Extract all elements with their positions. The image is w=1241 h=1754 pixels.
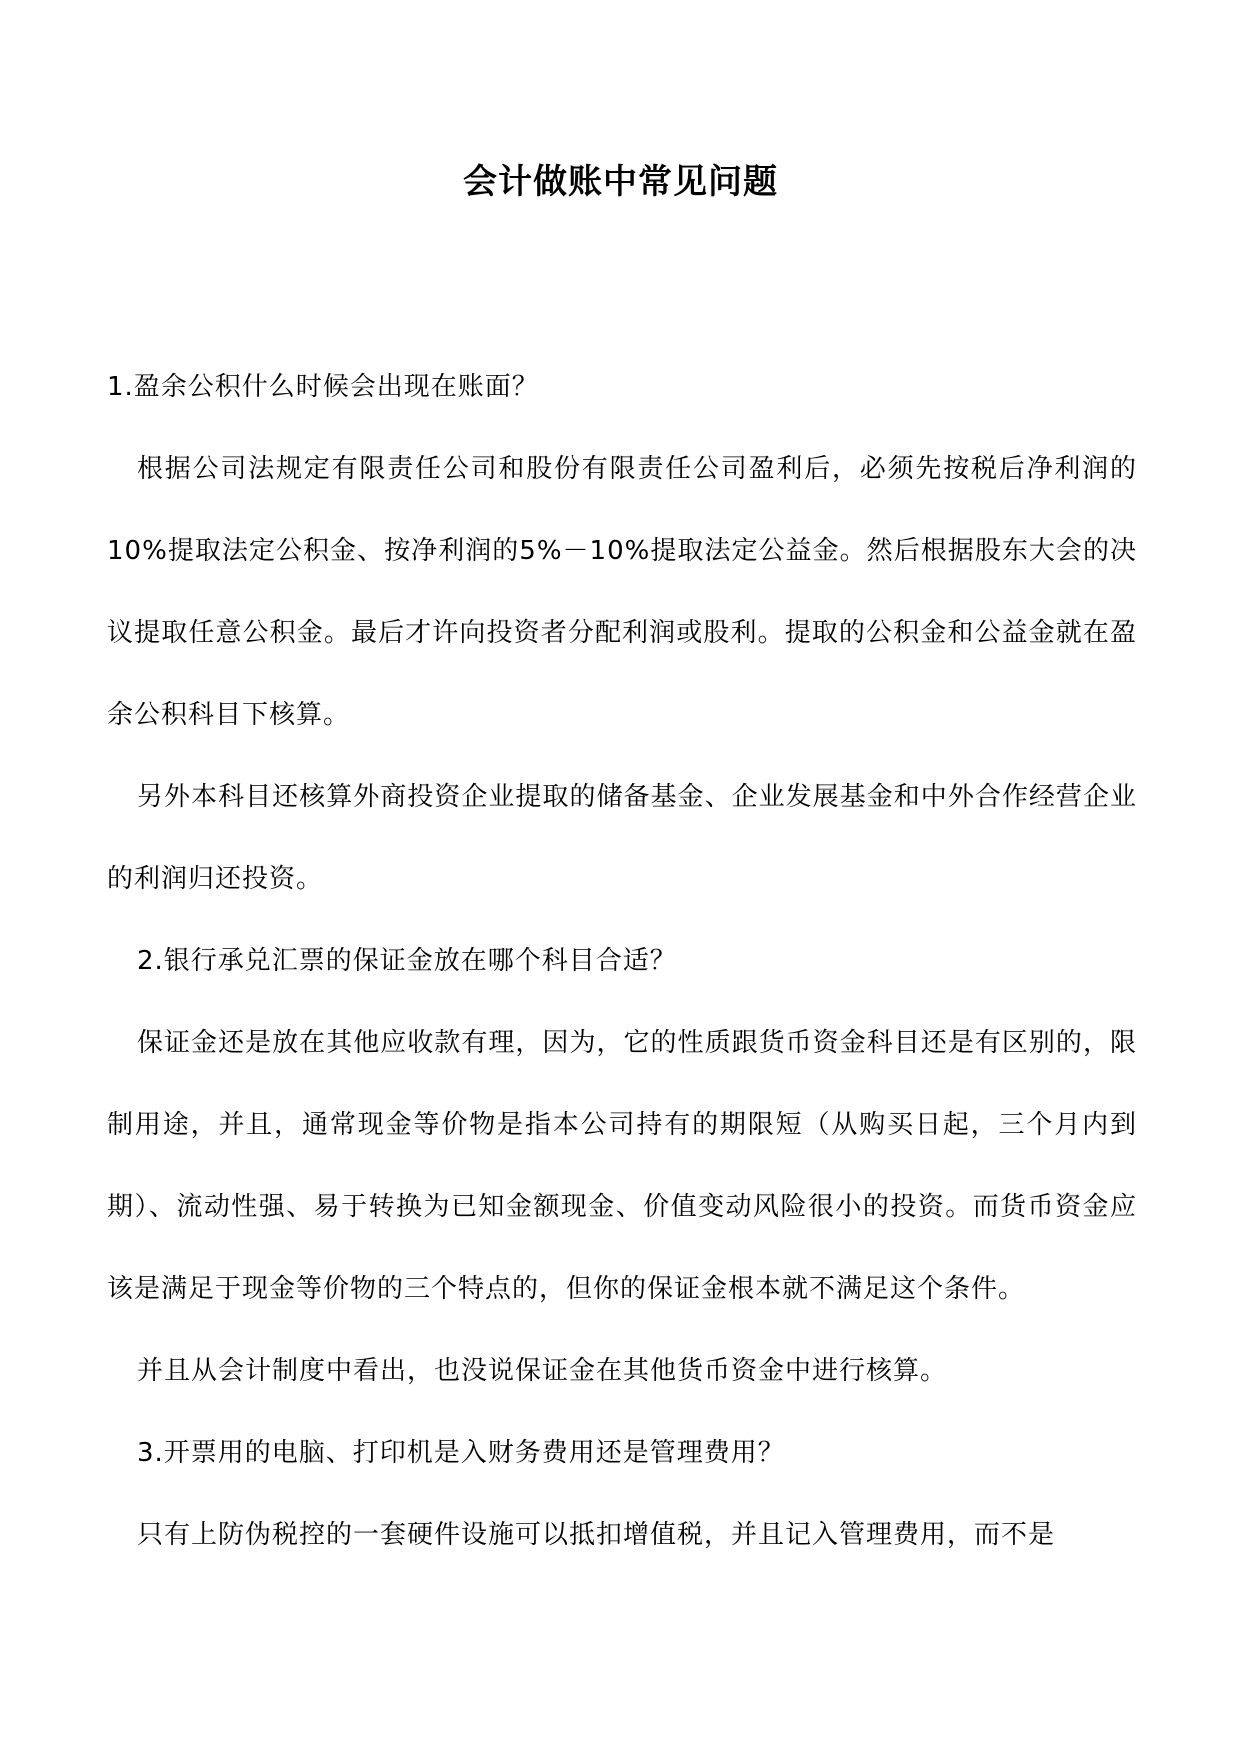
question-3-heading: 3.开票用的电脑、打印机是入财务费用还是管理费用？ xyxy=(137,1438,785,1468)
answer-3-paragraph-1: 只有上防伪税控的一套硬件设施可以抵扣增值税，并且记入管理费用，而不是 xyxy=(137,1520,1056,1550)
answer-1-paragraph-2: 另外本科目还核算外商投资企业提取的储备基金、企业发展基金和中外合作经营企业的利润归还投资。 xyxy=(107,782,1137,894)
document-title: 会计做账中常见问题 xyxy=(463,162,778,202)
answer-1-paragraph-1: 根据公司法规定有限责任公司和股份有限责任公司盈利后，必须先按税后净利润的10%提取法定公积金、按净利润的5%－10%提取法定公益金。然后根据股东大会的决议提取任意公积金。最后才许向投资者分配利润或股利。提取的公积金和公益金就在盈余公积科目下核算。 xyxy=(107,454,1137,730)
question-1-heading: 1.盈余公积什么时候会出现在账面？ xyxy=(107,372,539,402)
document-body xyxy=(107,346,1137,1576)
answer-2-paragraph-1: 保证金还是放在其他应收款有理，因为，它的性质跟货币资金科目还是有区别的，限制用途，并且，通常现金等价物是指本公司持有的期限短（从购买日起，三个月内到期）、流动性强、易于转换为已知金额现金、价值变动风险很小的投资。而货币资金应该是满足于现金等价物的三个特点的，但你的保证金根本就不满足这个条件。 xyxy=(107,1028,1137,1304)
answer-2-paragraph-2: 并且从会计制度中看出，也没说保证金在其他货币资金中进行核算。 xyxy=(137,1356,948,1386)
question-2-heading: 2.银行承兑汇票的保证金放在哪个科目合适？ xyxy=(137,946,677,976)
